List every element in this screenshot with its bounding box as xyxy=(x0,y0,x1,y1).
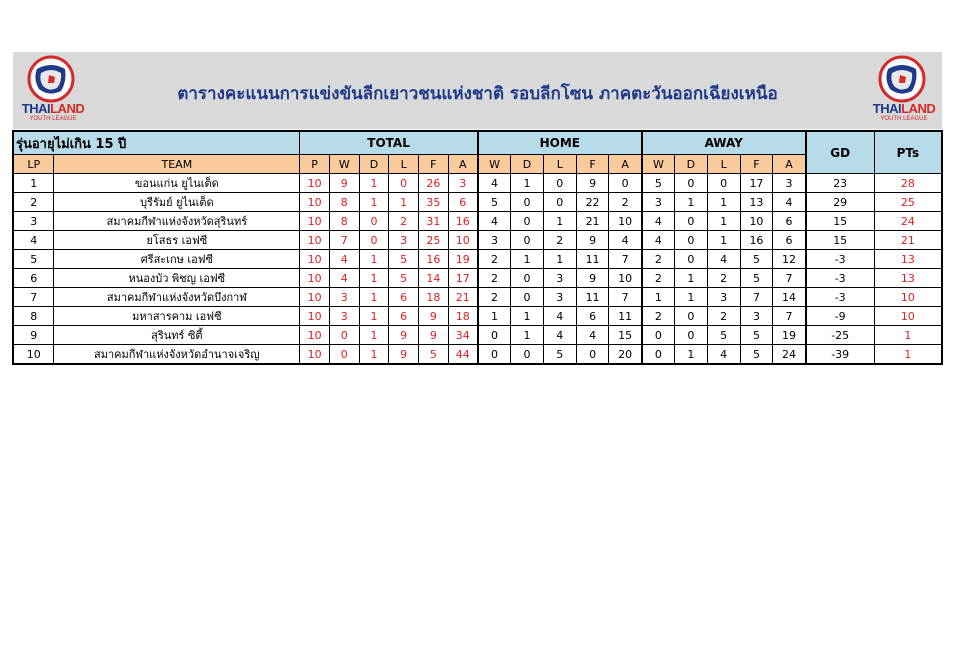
points-cell: 13 xyxy=(874,269,942,288)
home-d-cell: 0 xyxy=(511,212,544,231)
home-f-cell: 22 xyxy=(576,193,609,212)
away-f-cell: 10 xyxy=(740,212,773,231)
thailand-youth-league-logo-right xyxy=(868,55,940,125)
age-group-label: รุ่นอายุไม่เกิน 15 ปี xyxy=(13,131,300,155)
team-name-cell: บุรีรัมย์ ยูไนเต็ด xyxy=(54,193,300,212)
home-l-cell: 0 xyxy=(543,174,576,193)
away-w-cell: 0 xyxy=(642,345,675,365)
total-a-cell: 18 xyxy=(448,307,478,326)
away-d-cell: 1 xyxy=(675,345,708,365)
home-l-cell: 3 xyxy=(543,269,576,288)
logo-wordmark: THAILAND xyxy=(872,101,936,116)
total-f-cell: 9 xyxy=(419,326,449,345)
home-l-cell: 1 xyxy=(543,250,576,269)
total-a-cell: 10 xyxy=(448,231,478,250)
home-w-cell: 4 xyxy=(478,212,511,231)
away-d-cell: 0 xyxy=(675,307,708,326)
col-total-d-header: D xyxy=(359,155,389,174)
col-total-p-header: P xyxy=(300,155,330,174)
home-f-cell: 4 xyxy=(576,326,609,345)
home-a-cell: 2 xyxy=(609,193,642,212)
away-a-cell: 6 xyxy=(773,212,806,231)
home-d-cell: 1 xyxy=(511,326,544,345)
total-l-cell: 6 xyxy=(389,288,419,307)
points-cell: 1 xyxy=(874,326,942,345)
goal-difference-cell: -3 xyxy=(806,288,875,307)
home-a-cell: 7 xyxy=(609,250,642,269)
home-f-cell: 9 xyxy=(576,231,609,250)
table-row xyxy=(13,174,942,193)
table-row xyxy=(13,212,942,231)
total-f-cell: 35 xyxy=(419,193,449,212)
home-l-cell: 5 xyxy=(543,345,576,365)
total-p-cell: 10 xyxy=(300,231,330,250)
goal-difference-cell: -25 xyxy=(806,326,875,345)
rank-cell: 1 xyxy=(13,174,54,193)
away-l-cell: 1 xyxy=(707,231,740,250)
total-f-cell: 18 xyxy=(419,288,449,307)
goal-difference-cell: -9 xyxy=(806,307,875,326)
away-w-cell: 4 xyxy=(642,212,675,231)
total-p-cell: 10 xyxy=(300,212,330,231)
goal-difference-cell: 23 xyxy=(806,174,875,193)
away-l-cell: 5 xyxy=(707,326,740,345)
total-f-cell: 5 xyxy=(419,345,449,365)
away-l-cell: 0 xyxy=(707,174,740,193)
away-d-cell: 0 xyxy=(675,212,708,231)
home-l-cell: 1 xyxy=(543,212,576,231)
home-w-cell: 1 xyxy=(478,307,511,326)
away-w-cell: 5 xyxy=(642,174,675,193)
away-l-cell: 1 xyxy=(707,193,740,212)
points-cell: 21 xyxy=(874,231,942,250)
total-p-cell: 10 xyxy=(300,174,330,193)
home-d-cell: 1 xyxy=(511,174,544,193)
home-w-cell: 4 xyxy=(478,174,511,193)
table-row xyxy=(13,288,942,307)
away-w-cell: 3 xyxy=(642,193,675,212)
team-name-cell: สมาคมกีฬาแห่งจังหวัดบึงกาฬ xyxy=(54,288,300,307)
total-w-cell: 3 xyxy=(329,288,359,307)
team-name-cell: มหาสารคาม เอฟซี xyxy=(54,307,300,326)
goal-difference-cell: -39 xyxy=(806,345,875,365)
home-a-cell: 20 xyxy=(609,345,642,365)
home-w-cell: 2 xyxy=(478,288,511,307)
home-f-cell: 0 xyxy=(576,345,609,365)
away-a-cell: 4 xyxy=(773,193,806,212)
away-a-cell: 3 xyxy=(773,174,806,193)
total-a-cell: 16 xyxy=(448,212,478,231)
home-f-cell: 11 xyxy=(576,250,609,269)
away-a-cell: 24 xyxy=(773,345,806,365)
logo-wordmark: THAILAND xyxy=(21,101,85,116)
goal-difference-cell: -3 xyxy=(806,269,875,288)
home-w-cell: 2 xyxy=(478,250,511,269)
col-total-f-header: F xyxy=(419,155,449,174)
home-f-cell: 9 xyxy=(576,269,609,288)
col-away-l-header: L xyxy=(707,155,740,174)
home-f-cell: 21 xyxy=(576,212,609,231)
home-f-cell: 11 xyxy=(576,288,609,307)
total-f-cell: 9 xyxy=(419,307,449,326)
home-l-cell: 4 xyxy=(543,307,576,326)
away-l-cell: 4 xyxy=(707,250,740,269)
away-f-cell: 17 xyxy=(740,174,773,193)
rank-cell: 5 xyxy=(13,250,54,269)
points-cell: 10 xyxy=(874,307,942,326)
rank-cell: 8 xyxy=(13,307,54,326)
team-name-cell: ศรีสะเกษ เอฟซี xyxy=(54,250,300,269)
away-d-cell: 0 xyxy=(675,174,708,193)
points-cell: 28 xyxy=(874,174,942,193)
total-l-cell: 2 xyxy=(389,212,419,231)
home-l-cell: 0 xyxy=(543,193,576,212)
total-f-cell: 16 xyxy=(419,250,449,269)
col-home-a-header: A xyxy=(609,155,642,174)
home-l-cell: 4 xyxy=(543,326,576,345)
total-d-cell: 0 xyxy=(359,212,389,231)
away-a-cell: 7 xyxy=(773,269,806,288)
total-l-cell: 5 xyxy=(389,250,419,269)
points-cell: 25 xyxy=(874,193,942,212)
home-f-cell: 6 xyxy=(576,307,609,326)
points-cell: 1 xyxy=(874,345,942,365)
total-d-cell: 1 xyxy=(359,269,389,288)
away-a-cell: 7 xyxy=(773,307,806,326)
goal-difference-cell: 15 xyxy=(806,212,875,231)
table-row xyxy=(13,250,942,269)
total-f-cell: 25 xyxy=(419,231,449,250)
table-row xyxy=(13,231,942,250)
away-f-cell: 5 xyxy=(740,250,773,269)
points-cell: 24 xyxy=(874,212,942,231)
total-l-cell: 9 xyxy=(389,326,419,345)
away-l-cell: 2 xyxy=(707,307,740,326)
logo-subtitle: YOUTH LEAGUE xyxy=(29,116,77,122)
col-total-l-header: L xyxy=(389,155,419,174)
total-w-cell: 7 xyxy=(329,231,359,250)
rank-cell: 9 xyxy=(13,326,54,345)
rank-cell: 3 xyxy=(13,212,54,231)
col-away-w-header: W xyxy=(642,155,675,174)
away-l-cell: 1 xyxy=(707,212,740,231)
football-icon xyxy=(878,55,926,103)
away-w-cell: 2 xyxy=(642,269,675,288)
home-f-cell: 9 xyxy=(576,174,609,193)
home-l-cell: 3 xyxy=(543,288,576,307)
goal-difference-cell: 29 xyxy=(806,193,875,212)
home-w-cell: 5 xyxy=(478,193,511,212)
away-d-cell: 1 xyxy=(675,288,708,307)
away-w-cell: 1 xyxy=(642,288,675,307)
rank-cell: 10 xyxy=(13,345,54,365)
home-a-cell: 10 xyxy=(609,212,642,231)
total-a-cell: 34 xyxy=(448,326,478,345)
goal-difference-cell: -3 xyxy=(806,250,875,269)
col-lp-header: LP xyxy=(13,155,54,174)
col-home-d-header: D xyxy=(511,155,544,174)
home-w-cell: 0 xyxy=(478,326,511,345)
total-d-cell: 1 xyxy=(359,345,389,365)
total-d-cell: 1 xyxy=(359,250,389,269)
away-f-cell: 5 xyxy=(740,345,773,365)
home-d-cell: 1 xyxy=(511,250,544,269)
total-l-cell: 6 xyxy=(389,307,419,326)
away-f-cell: 5 xyxy=(740,326,773,345)
rank-cell: 6 xyxy=(13,269,54,288)
total-d-cell: 1 xyxy=(359,193,389,212)
away-a-cell: 6 xyxy=(773,231,806,250)
away-f-cell: 13 xyxy=(740,193,773,212)
table-row xyxy=(13,193,942,212)
away-d-cell: 0 xyxy=(675,250,708,269)
away-f-cell: 7 xyxy=(740,288,773,307)
home-d-cell: 0 xyxy=(511,193,544,212)
col-team-header: TEAM xyxy=(54,155,300,174)
standings-body xyxy=(13,174,942,365)
team-name-cell: สมาคมกีฬาแห่งจังหวัดสุรินทร์ xyxy=(54,212,300,231)
col-home-f-header: F xyxy=(576,155,609,174)
home-d-cell: 0 xyxy=(511,288,544,307)
goal-difference-cell: 15 xyxy=(806,231,875,250)
col-away-f-header: F xyxy=(740,155,773,174)
logo-subtitle: YOUTH LEAGUE xyxy=(880,116,928,122)
away-w-cell: 2 xyxy=(642,307,675,326)
away-l-cell: 4 xyxy=(707,345,740,365)
team-name-cell: หนองบัว พิชญ เอฟซี xyxy=(54,269,300,288)
col-total-a-header: A xyxy=(448,155,478,174)
team-name-cell: สุรินทร์ ซิตี้ xyxy=(54,326,300,345)
away-f-cell: 5 xyxy=(740,269,773,288)
total-d-cell: 1 xyxy=(359,288,389,307)
total-w-cell: 8 xyxy=(329,212,359,231)
away-a-cell: 12 xyxy=(773,250,806,269)
home-w-cell: 3 xyxy=(478,231,511,250)
total-p-cell: 10 xyxy=(300,307,330,326)
page-header xyxy=(13,52,942,129)
total-a-cell: 44 xyxy=(448,345,478,365)
team-name-cell: สมาคมกีฬาแห่งจังหวัดอำนาจเจริญ xyxy=(54,345,300,365)
home-a-cell: 7 xyxy=(609,288,642,307)
team-name-cell: ยโสธร เอฟซี xyxy=(54,231,300,250)
table-row xyxy=(13,345,942,365)
away-f-cell: 3 xyxy=(740,307,773,326)
total-p-cell: 10 xyxy=(300,288,330,307)
home-d-cell: 0 xyxy=(511,345,544,365)
total-l-cell: 9 xyxy=(389,345,419,365)
standings-table xyxy=(12,130,943,365)
home-d-cell: 1 xyxy=(511,307,544,326)
total-l-cell: 3 xyxy=(389,231,419,250)
home-d-cell: 0 xyxy=(511,231,544,250)
total-a-cell: 6 xyxy=(448,193,478,212)
col-away-d-header: D xyxy=(675,155,708,174)
away-a-cell: 19 xyxy=(773,326,806,345)
total-f-cell: 14 xyxy=(419,269,449,288)
away-group-header: AWAY xyxy=(642,131,806,155)
table-row xyxy=(13,307,942,326)
rank-cell: 2 xyxy=(13,193,54,212)
total-w-cell: 9 xyxy=(329,174,359,193)
away-d-cell: 1 xyxy=(675,193,708,212)
away-w-cell: 4 xyxy=(642,231,675,250)
total-a-cell: 19 xyxy=(448,250,478,269)
total-d-cell: 1 xyxy=(359,326,389,345)
total-f-cell: 26 xyxy=(419,174,449,193)
total-p-cell: 10 xyxy=(300,250,330,269)
total-a-cell: 17 xyxy=(448,269,478,288)
home-a-cell: 0 xyxy=(609,174,642,193)
total-p-cell: 10 xyxy=(300,269,330,288)
home-a-cell: 4 xyxy=(609,231,642,250)
points-cell: 13 xyxy=(874,250,942,269)
total-w-cell: 0 xyxy=(329,345,359,365)
away-a-cell: 14 xyxy=(773,288,806,307)
home-group-header: HOME xyxy=(478,131,642,155)
home-a-cell: 10 xyxy=(609,269,642,288)
points-cell: 10 xyxy=(874,288,942,307)
away-d-cell: 0 xyxy=(675,231,708,250)
col-total-w-header: W xyxy=(329,155,359,174)
away-d-cell: 0 xyxy=(675,326,708,345)
total-a-cell: 3 xyxy=(448,174,478,193)
total-l-cell: 1 xyxy=(389,193,419,212)
home-d-cell: 0 xyxy=(511,269,544,288)
table-row xyxy=(13,326,942,345)
rank-cell: 4 xyxy=(13,231,54,250)
home-w-cell: 0 xyxy=(478,345,511,365)
total-w-cell: 4 xyxy=(329,269,359,288)
page-title: ตารางคะแนนการแข่งขันลีกเยาวชนแห่งชาติ รอบลีกโซน ภาคตะวันออกเฉียงเหนือ xyxy=(177,84,778,104)
total-a-cell: 21 xyxy=(448,288,478,307)
total-f-cell: 31 xyxy=(419,212,449,231)
away-l-cell: 2 xyxy=(707,269,740,288)
home-w-cell: 2 xyxy=(478,269,511,288)
total-d-cell: 1 xyxy=(359,174,389,193)
rank-cell: 7 xyxy=(13,288,54,307)
col-home-l-header: L xyxy=(543,155,576,174)
away-w-cell: 0 xyxy=(642,326,675,345)
col-home-w-header: W xyxy=(478,155,511,174)
total-w-cell: 4 xyxy=(329,250,359,269)
total-w-cell: 8 xyxy=(329,193,359,212)
col-away-a-header: A xyxy=(773,155,806,174)
total-d-cell: 1 xyxy=(359,307,389,326)
home-a-cell: 11 xyxy=(609,307,642,326)
total-p-cell: 10 xyxy=(300,345,330,365)
home-a-cell: 15 xyxy=(609,326,642,345)
total-group-header: TOTAL xyxy=(300,131,478,155)
table-row xyxy=(13,269,942,288)
home-l-cell: 2 xyxy=(543,231,576,250)
total-w-cell: 3 xyxy=(329,307,359,326)
away-l-cell: 3 xyxy=(707,288,740,307)
away-f-cell: 16 xyxy=(740,231,773,250)
total-p-cell: 10 xyxy=(300,326,330,345)
total-p-cell: 10 xyxy=(300,193,330,212)
total-l-cell: 0 xyxy=(389,174,419,193)
away-d-cell: 1 xyxy=(675,269,708,288)
total-w-cell: 0 xyxy=(329,326,359,345)
away-w-cell: 2 xyxy=(642,250,675,269)
total-d-cell: 0 xyxy=(359,231,389,250)
pts-header: PTs xyxy=(874,131,942,174)
total-l-cell: 5 xyxy=(389,269,419,288)
team-name-cell: ขอนแก่น ยูไนเต็ด xyxy=(54,174,300,193)
gd-header: GD xyxy=(806,131,875,174)
